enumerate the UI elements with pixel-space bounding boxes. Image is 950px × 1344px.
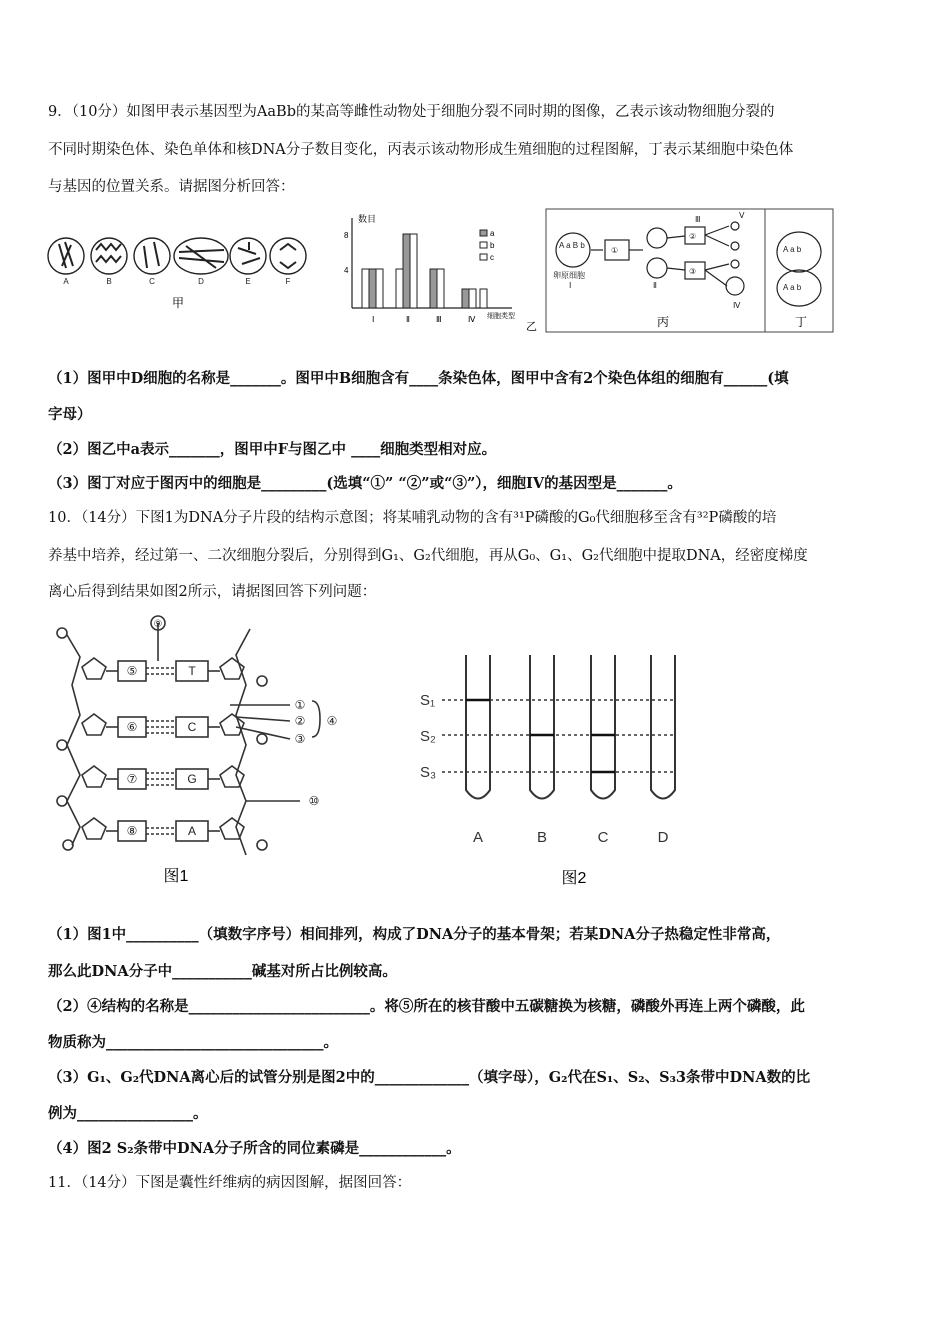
dna-base-left-3: ⑦ [126,772,138,786]
q10-sub1-a: （1）图1中__________（填数字序号）相间排列，构成了DNA分子的基本骨架；若某DNA分子热稳定性非常高， [48,926,781,943]
bing-node-3: Ⅲ [695,215,701,224]
bing-genes: A a B b [559,241,585,250]
band-s1: S₁ [420,692,436,709]
jia-caption: 甲 [171,296,185,310]
yi-legend-c: c [490,253,494,262]
q10-sub1-b: 那么此DNA分子中___________碱基对所占比例较高。 [48,963,397,980]
q10-line1: 10．（14分）下图1为DNA分子片段的结构示意图；将某哺乳动物的含有³¹P磷酸的G₀代细胞移至含有³²P磷酸的培 [48,510,777,526]
figure-jia [46,228,311,313]
q10-line2: 养基中培养，经过第一、二次细胞分裂后，分别得到G₁、G₂代细胞，再从G₀、G₁、G₂代细胞中提取DNA，经密度梯度 [48,548,808,564]
q9-line3: 与基因的位置关系。请据图分析回答： [48,179,295,195]
ding-caption: 丁 [795,315,808,329]
dna-base-left-1: ⑤ [126,664,138,678]
dna-base-right-4: A [187,824,197,838]
svg-text:Ⅳ: Ⅳ [468,315,476,324]
dna-mark-4: ④ [326,714,338,728]
dna-mark-2: ② [294,714,306,728]
dna-mark-1: ① [294,698,306,712]
jia-label-b: B [106,277,112,286]
bing-node-4: Ⅳ [733,301,741,310]
bing-step-1: ① [611,246,619,255]
jia-label-c: C [149,277,155,286]
q9-sub1-b: 字母） [48,406,92,423]
q10-sub3-b: 例为________________。 [48,1105,208,1122]
ding-genes-bottom: A a b [783,283,802,292]
svg-text:Ⅲ: Ⅲ [436,315,442,324]
dna-mark-10: ⑩ [308,794,320,808]
figure-yi [332,210,537,332]
ding-genes-top: A a b [783,245,802,254]
q10-line3: 离心后得到结果如图2所示，请据图回答下列问题： [48,584,377,600]
jia-label-f: F [285,277,291,286]
figure-centrifuge-tubes [410,645,700,890]
jia-label-d: D [198,277,204,286]
band-s2: S₂ [420,728,436,745]
q10-sub2-b: 物质称为______________________________。 [48,1034,338,1051]
q9-sub2: （2）图乙中a表示_______，图甲中F与图乙中 ____细胞类型相对应。 [48,441,497,458]
fig2-caption: 图2 [561,870,587,887]
q9-line2: 不同时期染色体、染色单体和核DNA分子数目变化，丙表示该动物形成生殖细胞的过程图解，丁表示某细胞中染色体 [48,142,794,158]
dna-base-right-3: G [187,772,197,786]
yi-legend-a: a [490,229,495,238]
bing-caption: 丙 [657,315,670,329]
tube-label-c: C [597,829,609,846]
svg-text:Ⅰ: Ⅰ [372,315,375,324]
yi-caption: 乙 [526,321,537,332]
tube-label-a: A [472,829,484,846]
dna-base-left-2: ⑥ [126,720,138,734]
yi-tick-8: 8 [344,231,349,240]
q10-sub2-a: （2）④结构的名称是_________________________。将⑤所在的核苷酸中五碳糖换为核糖，磷酸外再连上两个磷酸，此 [48,998,805,1015]
bing-step-2: ② [689,232,697,241]
bing-start-label: 卵原细胞 [553,271,585,280]
dna-base-right-1: T [188,664,196,678]
bing-node-5: Ⅴ [739,211,745,220]
bing-step-3: ③ [689,267,697,276]
dna-mark-3: ③ [294,732,306,746]
q9-sub1-a: （1）图甲中D细胞的名称是_______。图甲中B细胞含有____条染色体，图甲中含有2个染色体组的细胞有______(填 [48,370,789,387]
jia-label-e: E [245,277,251,286]
tube-label-d: D [657,829,669,846]
q11-line1: 11．（14分）下图是囊性纤维病的病因图解，据图回答： [48,1175,412,1191]
svg-text:Ⅱ: Ⅱ [406,315,410,324]
tube-label-b: B [536,829,548,846]
dna-base-left-4: ⑧ [126,824,138,838]
yi-legend-b: b [490,241,495,250]
dna-mark-9: ⑨ [153,619,163,630]
q10-sub4: （4）图2 S₂条带中DNA分子所含的同位素磷是____________。 [48,1140,461,1157]
q9-sub3: （3）图丁对应于图丙中的细胞是_________(选填“①” “②”或“③”），细胞IV的基因型是_______。 [48,475,682,492]
yi-x-title: 细胞类型 [487,313,515,320]
figure-bing-ding [545,208,835,334]
bing-node-2: Ⅱ [653,281,657,290]
jia-label-a: A [63,277,69,286]
yi-y-title: 数目 [358,214,377,224]
q9-line1: 9．（10分）如图甲表示基因型为AaBb的某高等雌性动物处于细胞分裂不同时期的图像，乙表示该动物细胞分裂的 [48,104,775,120]
band-s3: S₃ [420,764,437,781]
fig1-caption: 图1 [163,868,189,885]
dna-base-right-2: C [187,720,197,734]
bing-start-roman: Ⅰ [569,281,572,290]
figure-dna-structure [50,615,350,890]
q10-sub3-a: （3）G₁、G₂代DNA离心后的试管分别是图2中的_____________（填字母），G₂代在S₁、S₂、S₃3条带中DNA数的比 [48,1069,811,1086]
yi-tick-4: 4 [344,266,349,275]
